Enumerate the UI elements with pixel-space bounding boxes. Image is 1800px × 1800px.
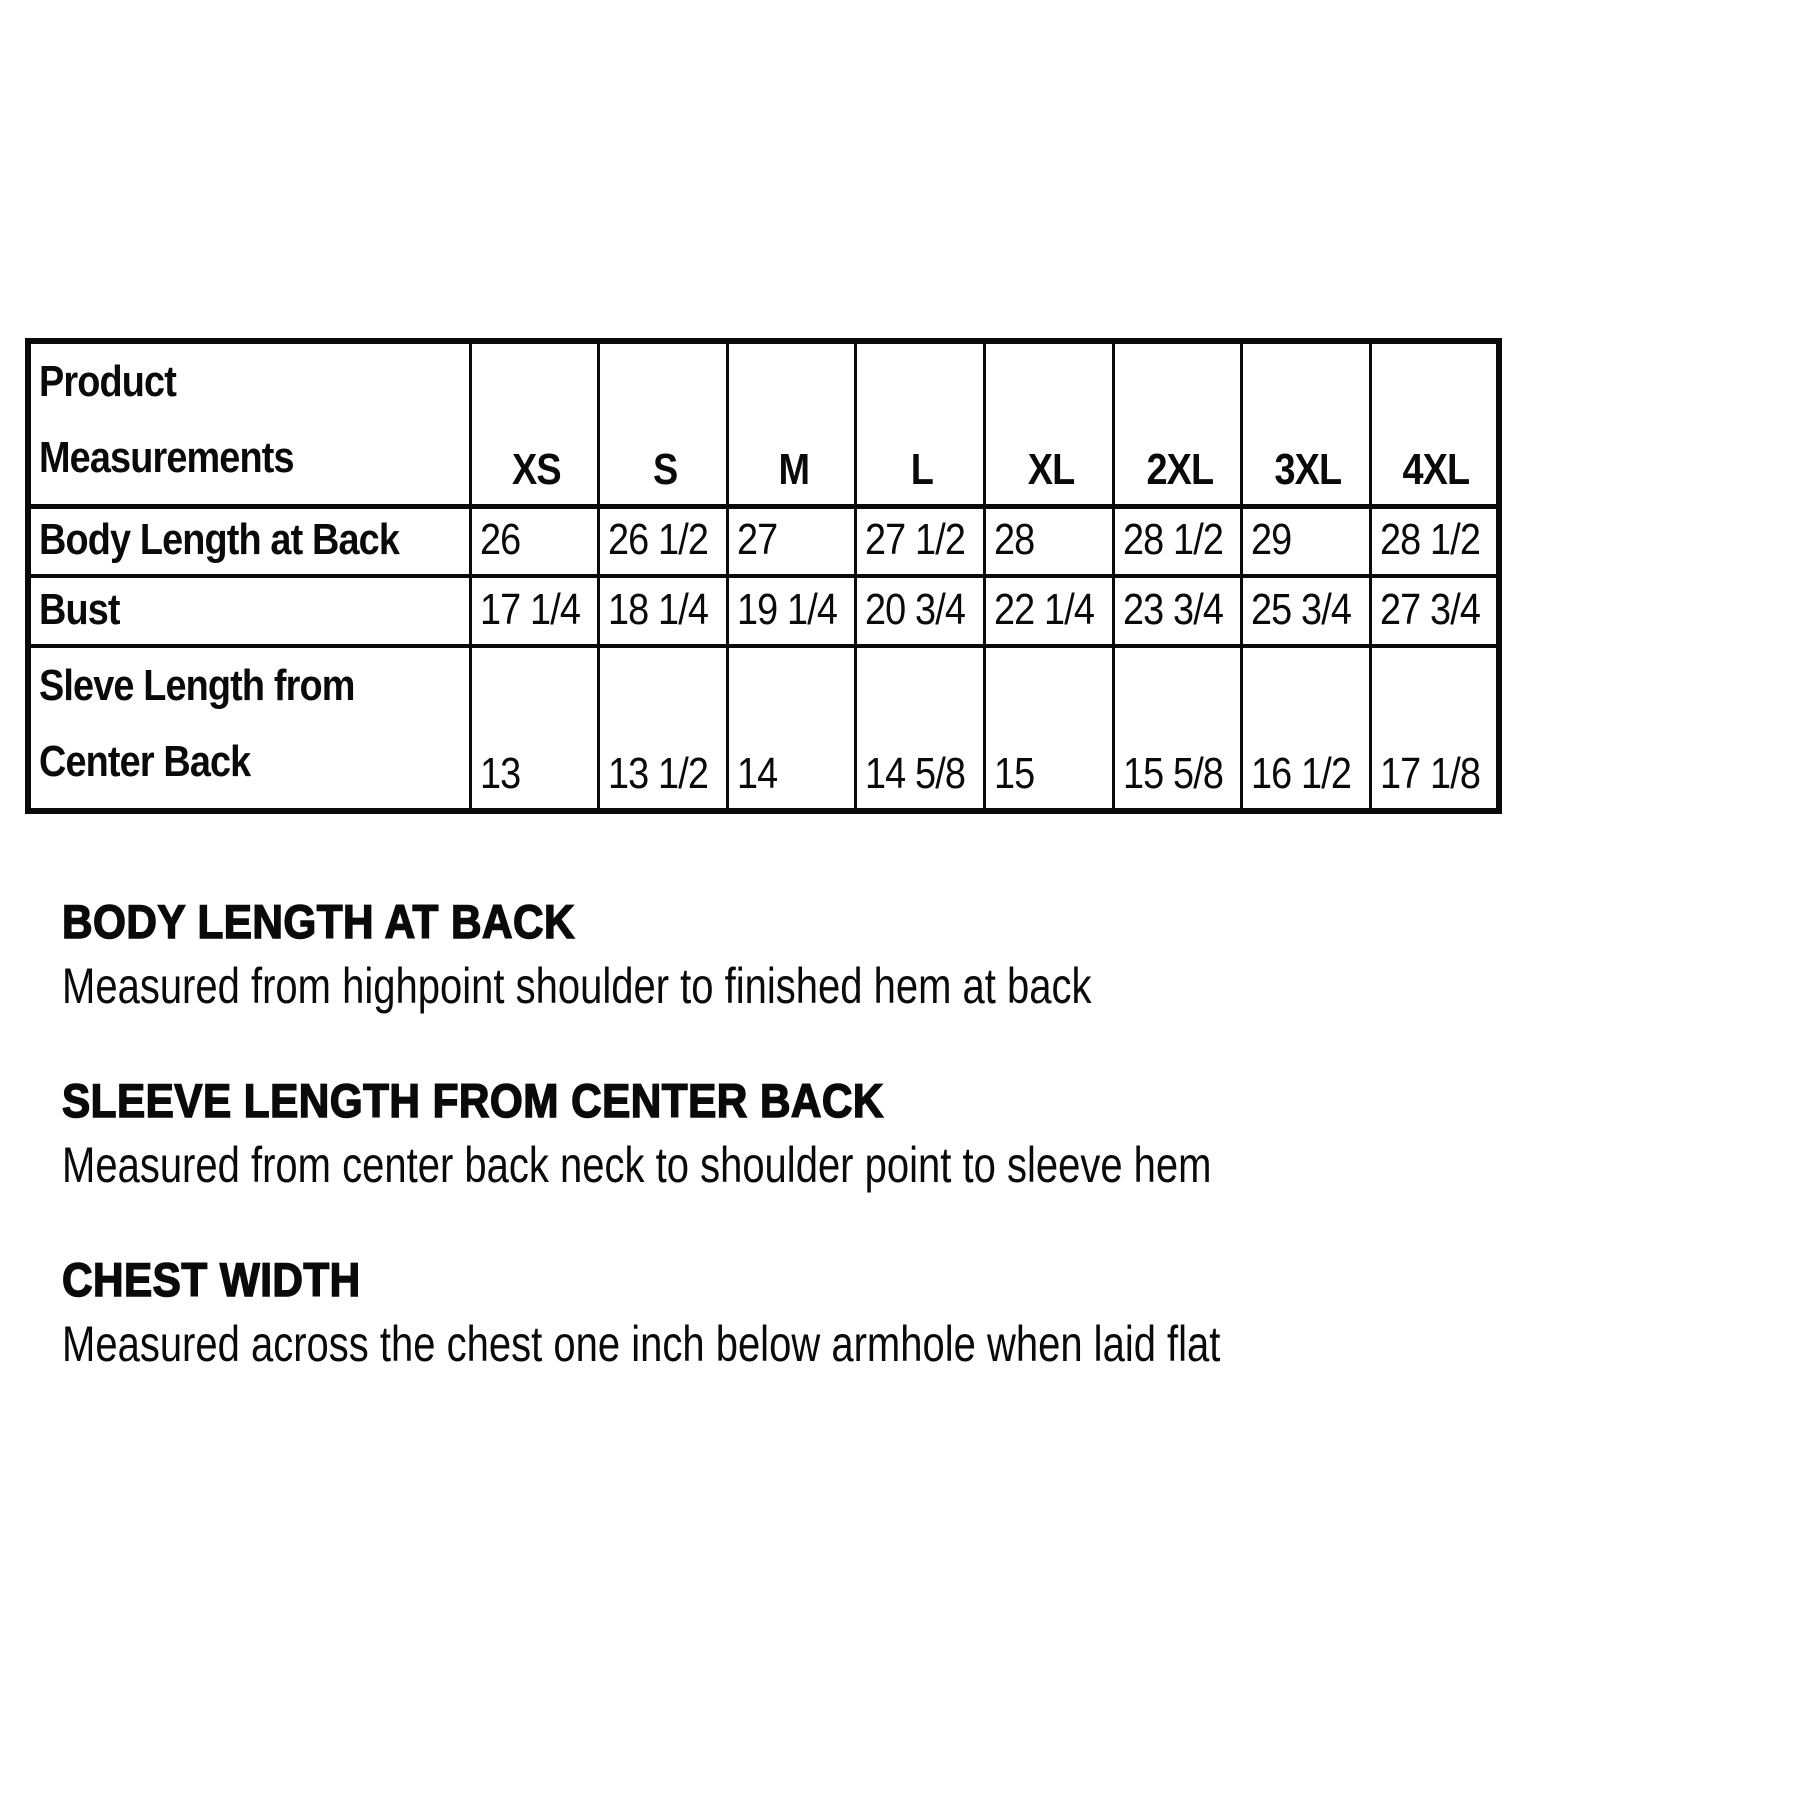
measurement-value-cell: 13 1/2 [599, 646, 728, 811]
measurement-value-cell: 29 [1242, 507, 1371, 576]
measurement-value-cell: 23 3/4 [1113, 576, 1242, 646]
measurement-value-cell: 28 1/2 [1113, 507, 1242, 576]
measurement-value-cell: 18 1/4 [599, 576, 728, 646]
row-label-line: Center Back [39, 736, 251, 786]
measurement-value-cell: 17 1/4 [470, 576, 599, 646]
header-label-line: Product [39, 357, 176, 406]
measurement-value-cell: 17 1/8 [1370, 646, 1499, 811]
measurement-value-cell: 26 [470, 507, 599, 576]
size-col-header-2xl: 2XL [1113, 341, 1242, 507]
measurement-value-cell: 14 [727, 646, 856, 811]
measurement-value-cell: 26 1/2 [599, 507, 728, 576]
section-description: Measured from highpoint shoulder to finished hem at back [62, 958, 1092, 1014]
section-heading: BODY LENGTH AT BACK [62, 895, 576, 948]
size-col-header-xl: XL [985, 341, 1114, 507]
row-label-line: Sleve Length from [39, 660, 355, 710]
table-row-sleeve-length [28, 646, 1499, 811]
header-label-line: Measurements [39, 433, 294, 482]
size-col-header-s: S [599, 341, 728, 507]
section-sleeve-length [62, 1075, 1742, 1191]
measurement-value-cell: 15 [985, 646, 1114, 811]
row-label-cell: Body Length at Back [28, 507, 470, 576]
measurement-value-cell: 28 [985, 507, 1114, 576]
measurement-value-cell: 14 5/8 [856, 646, 985, 811]
table-row-bust [28, 576, 1499, 646]
measurement-definitions [62, 896, 1742, 1433]
section-heading: CHEST WIDTH [62, 1253, 361, 1306]
product-measurements-table [25, 338, 1502, 814]
measurement-value-cell: 27 3/4 [1370, 576, 1499, 646]
table-row-body-length [28, 507, 1499, 576]
size-col-header-m: M [727, 341, 856, 507]
measurement-value-cell: 28 1/2 [1370, 507, 1499, 576]
size-col-header-4xl: 4XL [1370, 341, 1499, 507]
size-col-header-xs: XS [470, 341, 599, 507]
row-label-cell [28, 646, 470, 811]
measurement-value-cell: 25 3/4 [1242, 576, 1371, 646]
header-cell-product-measurements [28, 341, 470, 507]
measurement-value-cell: 22 1/4 [985, 576, 1114, 646]
section-description: Measured across the chest one inch below armhole when laid flat [62, 1316, 1221, 1372]
measurement-value-cell: 27 1/2 [856, 507, 985, 576]
table-header-row [28, 341, 1499, 507]
section-body-length [62, 896, 1742, 1012]
measurement-value-cell: 27 [727, 507, 856, 576]
section-chest-width [62, 1254, 1742, 1370]
measurement-value-cell: 20 3/4 [856, 576, 985, 646]
section-description: Measured from center back neck to shoulder point to sleeve hem [62, 1137, 1212, 1193]
measurement-value-cell: 16 1/2 [1242, 646, 1371, 811]
row-label-cell: Bust [28, 576, 470, 646]
size-col-header-l: L [856, 341, 985, 507]
measurement-value-cell: 13 [470, 646, 599, 811]
section-heading: SLEEVE LENGTH FROM CENTER BACK [62, 1074, 884, 1127]
size-col-header-3xl: 3XL [1242, 341, 1371, 507]
measurement-value-cell: 19 1/4 [727, 576, 856, 646]
measurement-value-cell: 15 5/8 [1113, 646, 1242, 811]
